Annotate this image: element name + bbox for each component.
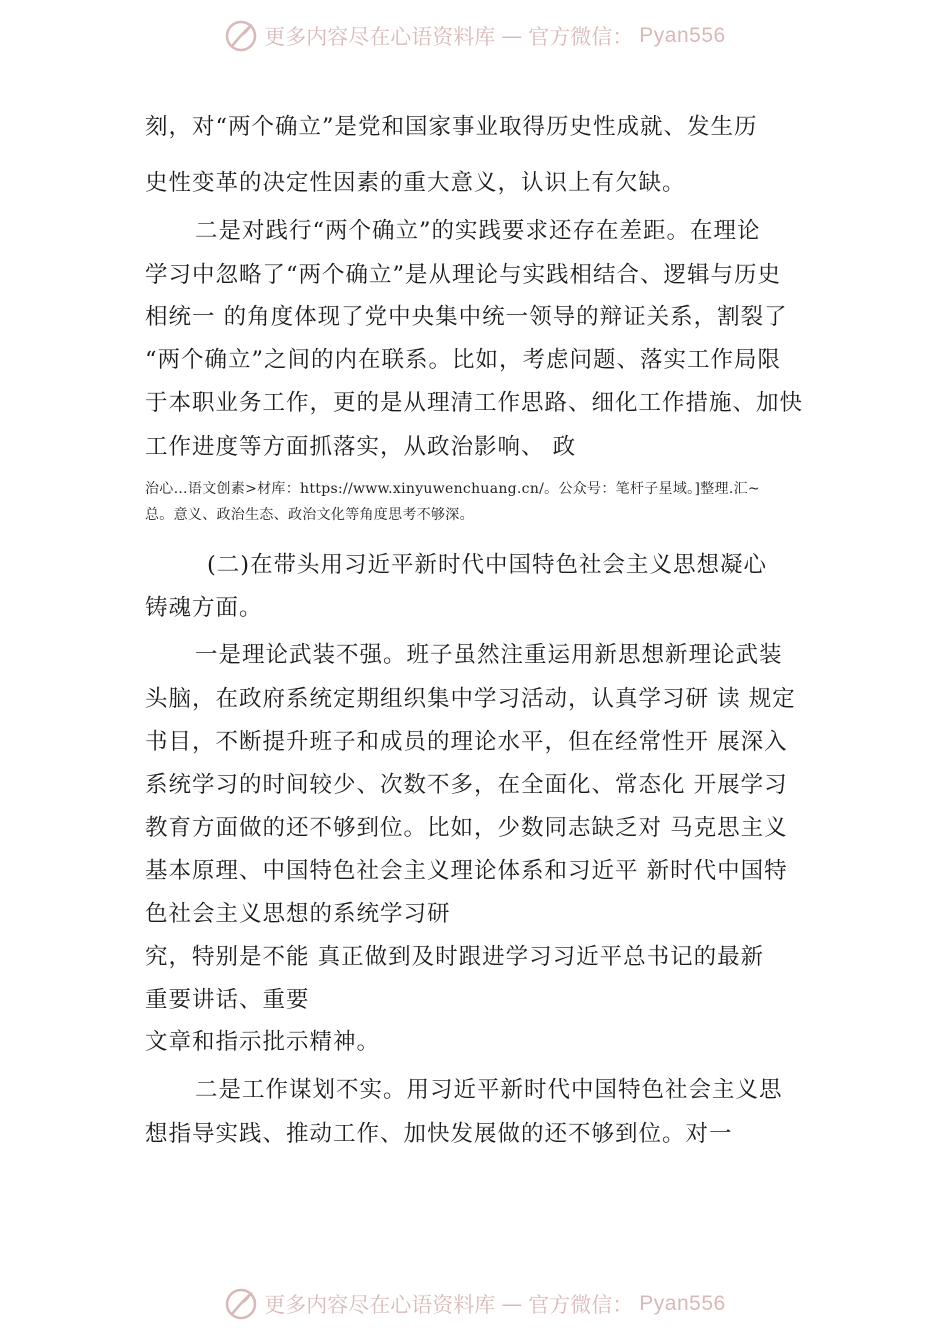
watermark-wechat-id: Pyan556 (639, 1292, 726, 1315)
watermark-wechat-label: 官方微信： (528, 1293, 634, 1317)
watermark-separator: — (501, 24, 523, 48)
body-line: 想指导实践、推动工作、加快发展做的还不够到位。对一 (145, 1121, 733, 1147)
source-note: 总。意义、政治生态、政治文化等角度思考不够深。 (145, 507, 474, 523)
body-line: “两个确立”之间的内在联系。比如，考虑问题、落实工作局限 (145, 347, 782, 373)
body-line: 二是对践行“两个确立”的实践要求还存在差距。在理论 (195, 218, 761, 244)
body-line: 二是工作谋划不实。用习近平新时代中国特色社会主义思 (195, 1077, 783, 1103)
watermark-text: 更多内容尽在心语资料库 (264, 1293, 496, 1317)
body-line: 相统一 的角度体现了党中央集中统一领导的辩证关系，割裂了 (145, 304, 788, 330)
watermark-wechat-label: 官方微信： (528, 25, 634, 49)
body-line: 书目，不断提升班子和成员的理论水平，但在经常性开 展深入 (145, 729, 788, 755)
header-watermark (0, 16, 950, 56)
watermark-text: 更多内容尽在心语资料库 (264, 25, 496, 49)
watermark-separator: — (501, 1292, 523, 1316)
body-line: 系统学习的时间较少、次数不多，在全面化、常态化 开展学习 (145, 772, 788, 798)
quill-logo-icon (224, 19, 258, 53)
watermark-wechat-id: Pyan556 (639, 24, 726, 47)
body-line: 刻，对“两个确立”是党和国家事业取得历史性成就、发生历 (145, 114, 758, 140)
section-heading: (二)在带头用习近平新时代中国特色社会主义思想凝心 (207, 552, 768, 578)
body-line: 于本职业务工作，更的是从理清工作思路、细化工作措施、加快 (145, 390, 804, 416)
body-line: 史性变革的决定性因素的重大意义，认识上有欠缺。 (145, 170, 686, 196)
body-line: 究，特别是不能 真正做到及时跟进学习习近平总书记的最新 (145, 944, 765, 970)
body-line: 教育方面做的还不够到位。比如，少数同志缺乏对 马克思主义 (145, 815, 788, 841)
section-heading: 铸魂方面。 (145, 595, 263, 621)
body-line: 头脑，在政府系统定期组织集中学习活动，认真学习研 读 规定 (145, 686, 796, 712)
body-line: 学习中忽略了“两个确立”是从理论与实践相结合、逻辑与历史 (145, 262, 782, 288)
body-line: 文章和指示批示精神。 (145, 1029, 381, 1055)
body-line: 色社会主义思想的系统学习研 (145, 901, 451, 927)
body-line: 重要讲话、重要 (145, 987, 310, 1013)
quill-logo-icon (224, 1287, 258, 1321)
body-line: 工作进度等方面抓落实，从政治影响、 政 (145, 434, 577, 460)
footer-watermark (0, 1284, 950, 1324)
body-line: 一是理论武装不强。班子虽然注重运用新思想新理论武装 (195, 642, 783, 668)
body-line: 基本原理、中国特色社会主义理论体系和习近平 新时代中国特 (145, 858, 788, 884)
source-note: 治心…语文创素>材库：https://www.xinyuwenchuang.cn/。公众号：笔杆子星域。]整理.汇~ (145, 481, 760, 497)
